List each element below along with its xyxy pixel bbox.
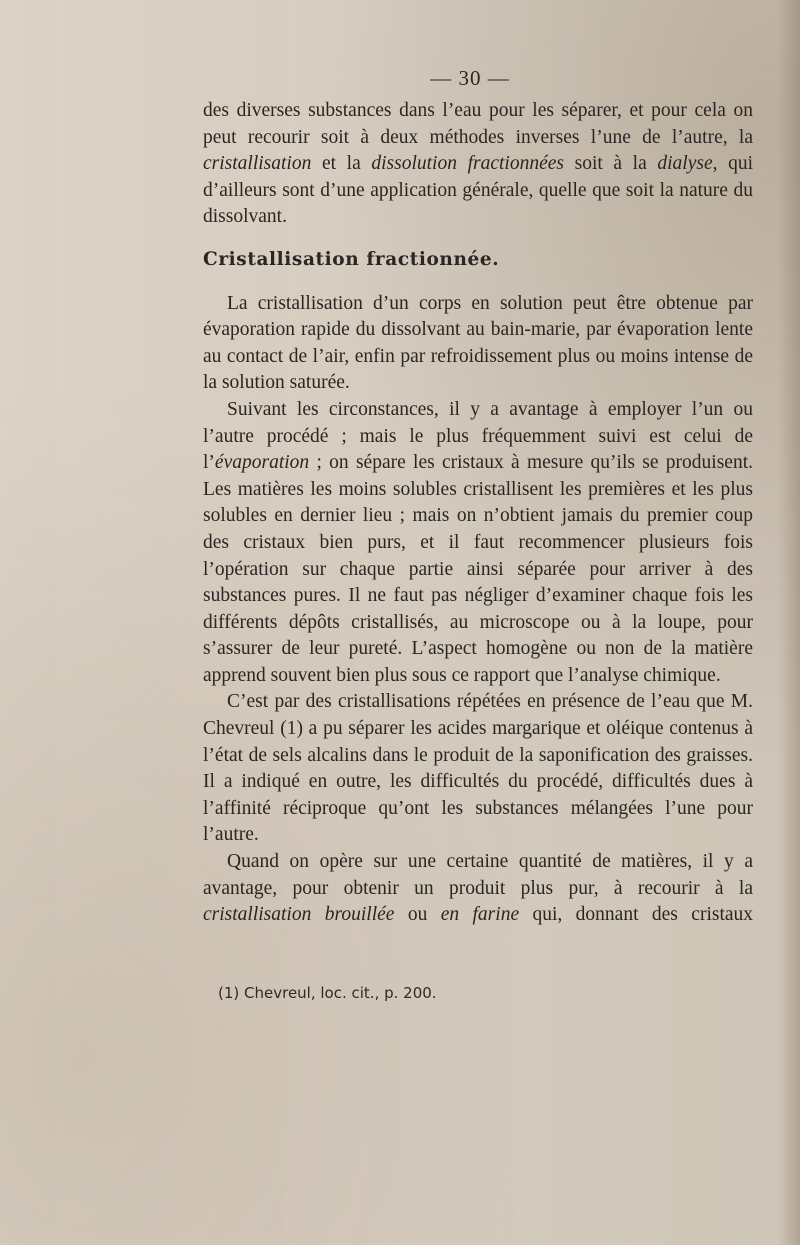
text-run: ou (394, 904, 441, 926)
paragraph-3 (203, 397, 753, 690)
paragraph-5 (203, 849, 753, 929)
text-run: ; on sépare les cristaux à mesure qu’ils se produisent. Les matières les moins solubles cristallisent les premières et les plus solubles en dernier lieu ; mais on n’obtient jamais du premier coup des cristaux bien purs, et il faut recommencer plusieurs fois l’opération sur chaque partie ainsi séparée pour arriver à des substances pures. Il ne faut pas négliger d’examiner chaque fois les différents dépôts cristallisés, au microscope ou à la loupe, pour s’assurer de leur pureté. L’aspect homogène ou non de la matière apprend souvent bien plus sous ce rapport que l’analyse chimique. (203, 452, 753, 686)
italic-term: en farine (440, 904, 520, 926)
text-run: qui, donnant des cristaux (519, 904, 754, 926)
text-run: des diverses substances dans l’eau pour les séparer, et pour cela on peut recourir soit à deux méthodes inverses l’une de l’autre, la (203, 100, 753, 148)
text-run: soit à la (563, 153, 658, 175)
italic-term: cristallisation (203, 153, 312, 175)
paragraph-1 (203, 98, 753, 231)
text-run: Quand on opère sur une certaine quantité de matières, il y a avantage, pour obtenir un produit plus pur, à recourir à la (203, 851, 753, 899)
body-text (203, 98, 753, 929)
text-run: Suivant les circonstances, il y a avantage à employer l’un ou l’autre procédé ; mais le plus fréquemment suivi est celui de l’ (203, 398, 753, 474)
text-run: et la (311, 153, 372, 175)
italic-term: évaporation (214, 452, 310, 474)
page-edge-shadow (778, 0, 800, 1245)
italic-term: cristallisation brouillée (203, 904, 395, 926)
text-run: , qui d’ailleurs sont d’une application générale, quelle que soit la nature du dissolvant. (203, 153, 754, 228)
paragraph-2: La cristallisation d’un corps en solution peut être obtenue par évaporation rapide du dissolvant au bain-marie, par évaporation lente au contact de l’air, enfin par refroidissement plus ou moins intense de la solution saturée. (203, 292, 753, 394)
italic-term: dialyse (657, 153, 713, 175)
paragraph-4: C’est par des cristallisations répétées en présence de l’eau que M. Chevreul (1) a pu séparer les acides margarique et oléique contenus à l’état de sels alcalins dans le produit de la saponification des graisses. Il a indiqué en outre, les difficultés du procédé, difficultés dues à l’affinité réciproque qu’ont les substances mélangées l’une pour l’autre. (203, 691, 753, 846)
page-number: — 30 — (430, 66, 510, 90)
section-heading: Cristallisation fractionnée. (203, 248, 500, 270)
footnote: (1) Chevreul, loc. cit., p. 200. (218, 984, 437, 1002)
italic-term: dissolution fractionnées (371, 153, 564, 175)
